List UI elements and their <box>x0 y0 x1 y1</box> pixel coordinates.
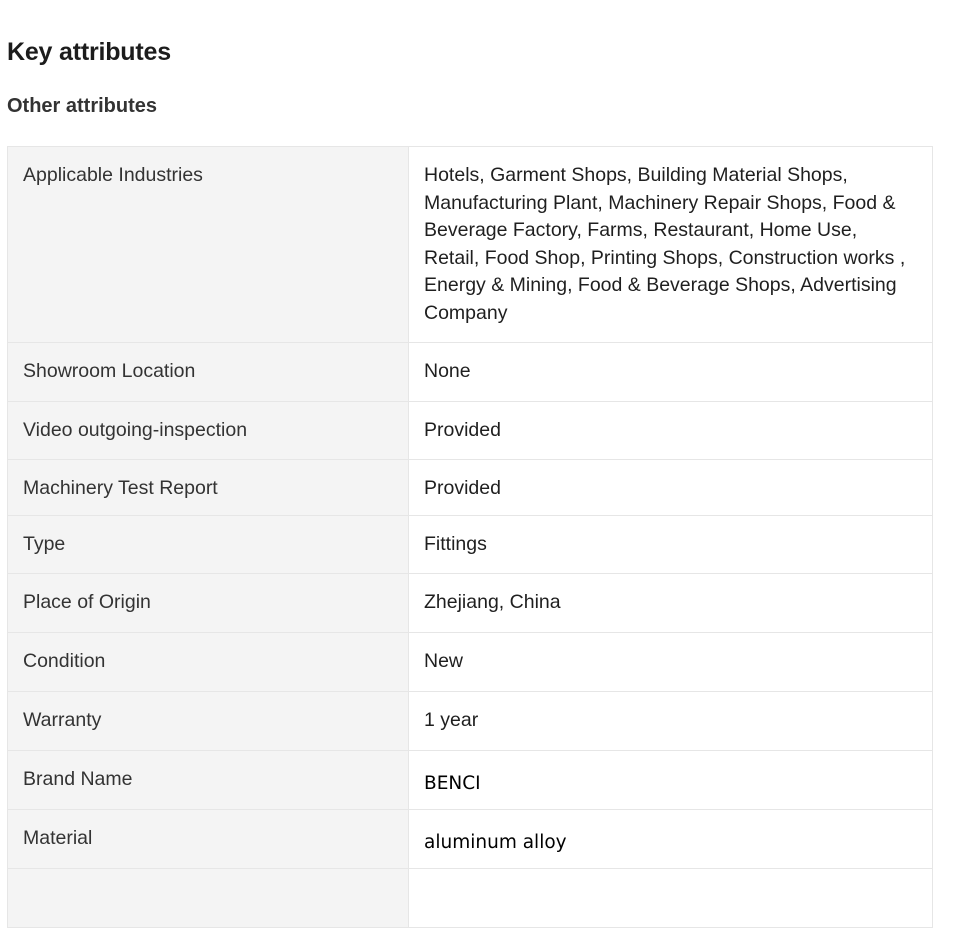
attribute-value: Provided <box>409 460 933 516</box>
attribute-label: Machinery Test Report <box>8 460 409 516</box>
page-title: Key attributes <box>7 38 171 66</box>
section-title-other-attributes: Other attributes <box>7 95 158 117</box>
table-row <box>8 574 933 633</box>
attribute-label: Material <box>8 810 409 869</box>
attribute-label: Place of Origin <box>8 574 409 633</box>
attribute-value: Provided <box>409 402 933 460</box>
attribute-label: Condition <box>8 633 409 692</box>
table-row <box>8 460 933 516</box>
attribute-label: Brand Name <box>8 751 409 810</box>
attribute-value <box>409 869 933 928</box>
table-row <box>8 810 933 869</box>
attribute-label: Type <box>8 516 409 574</box>
table-row <box>8 147 933 343</box>
attribute-label: Video outgoing-inspection <box>8 402 409 460</box>
attribute-label: Showroom Location <box>8 343 409 402</box>
table-row <box>8 692 933 751</box>
attribute-value: Zhejiang, China <box>409 574 933 633</box>
table-row <box>8 869 933 928</box>
attribute-value: 1 year <box>409 692 933 751</box>
attribute-value: New <box>409 633 933 692</box>
attribute-value: Hotels, Garment Shops, Building Material Shops, Manufacturing Plant, Machinery Repair Shops, Food & Beverage Factory, Farms, Restaurant, Home Use, Retail, Food Shop, Printing Shops, Construction works , Energy & Mining, Food & Beverage Shops, Advertising Company <box>409 147 933 343</box>
attribute-label: Warranty <box>8 692 409 751</box>
attribute-value: aluminum alloy <box>409 810 933 869</box>
attributes-table <box>7 146 933 928</box>
attribute-value: None <box>409 343 933 402</box>
table-row <box>8 751 933 810</box>
table-row <box>8 343 933 402</box>
table-row <box>8 402 933 460</box>
attribute-value: BENCI <box>409 751 933 810</box>
attribute-value: Fittings <box>409 516 933 574</box>
table-row <box>8 633 933 692</box>
table-row <box>8 516 933 574</box>
attribute-label <box>8 869 409 928</box>
attribute-label: Applicable Industries <box>8 147 409 343</box>
